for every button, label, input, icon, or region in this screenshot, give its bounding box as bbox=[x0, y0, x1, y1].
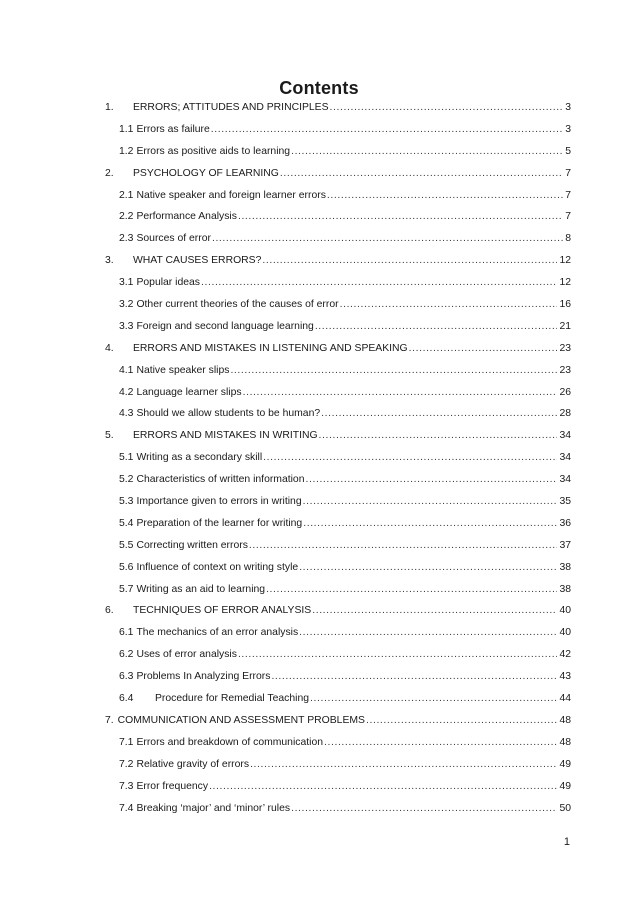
toc-entry-title: ERRORS; ATTITUDES AND PRINCIPLES bbox=[133, 102, 329, 113]
toc-entry[interactable] bbox=[105, 715, 571, 737]
toc-entry-number: 6.4 bbox=[119, 693, 134, 705]
toc-entry-number: 3. bbox=[105, 255, 114, 267]
toc-entry[interactable] bbox=[105, 649, 571, 671]
toc-entry-number: 4.1 bbox=[119, 364, 134, 376]
toc-entry-number: 4. bbox=[105, 342, 114, 354]
toc-entry-title: PSYCHOLOGY OF LEARNING bbox=[133, 167, 279, 179]
page-title: Contents bbox=[279, 78, 359, 98]
toc-dot-leader bbox=[340, 299, 558, 310]
toc-dot-leader bbox=[250, 759, 557, 770]
toc-entry[interactable] bbox=[105, 540, 571, 562]
toc-entry-title: WHAT CAUSES ERRORS? bbox=[133, 255, 262, 267]
toc-entry[interactable] bbox=[105, 693, 571, 715]
toc-entry-page: 23 bbox=[559, 364, 571, 376]
toc-entry-page: 49 bbox=[559, 758, 571, 770]
toc-entry-page: 26 bbox=[559, 386, 571, 398]
toc-dot-leader bbox=[266, 584, 557, 595]
toc-entry-number: 6.1 bbox=[119, 627, 134, 639]
toc-entry-number: 6.3 bbox=[119, 671, 134, 683]
toc-entry-title: The mechanics of an error analysis bbox=[136, 627, 299, 639]
toc-entry[interactable] bbox=[105, 584, 571, 606]
toc-entry[interactable] bbox=[105, 671, 571, 693]
toc-entry-title: Procedure for Remedial Teaching bbox=[155, 693, 310, 705]
toc-entry[interactable] bbox=[105, 146, 571, 168]
toc-entry-page: 16 bbox=[559, 299, 571, 311]
toc-entry-page: 34 bbox=[559, 430, 571, 442]
toc-entry-page: 7 bbox=[565, 167, 571, 179]
toc-entry-page: 38 bbox=[559, 561, 571, 573]
toc-dot-leader bbox=[303, 496, 558, 507]
toc-dot-leader bbox=[303, 518, 557, 529]
table-of-contents bbox=[105, 102, 571, 824]
toc-entry-title: Writing as an aid to learning bbox=[136, 583, 266, 595]
toc-entry[interactable] bbox=[105, 190, 571, 212]
toc-dot-leader bbox=[291, 146, 563, 157]
toc-entry-number: 1.2 bbox=[119, 145, 134, 157]
toc-entry-number: 5.4 bbox=[119, 517, 134, 529]
toc-entry[interactable] bbox=[105, 430, 571, 452]
toc-entry[interactable] bbox=[105, 759, 571, 781]
toc-entry-title: Writing as a secondary skill bbox=[136, 452, 263, 464]
toc-entry-page: 5 bbox=[565, 145, 571, 157]
toc-entry-title: Performance Analysis bbox=[136, 211, 237, 223]
toc-entry-number: 3.3 bbox=[119, 320, 134, 332]
toc-entry-page: 12 bbox=[559, 255, 571, 267]
toc-entry-number: 5.7 bbox=[119, 583, 134, 595]
toc-entry-title: Foreign and second language learning bbox=[136, 320, 314, 332]
toc-entry-number: 6.2 bbox=[119, 649, 134, 661]
toc-entry[interactable] bbox=[105, 277, 571, 299]
toc-entry-number: 5.3 bbox=[119, 496, 134, 508]
toc-entry[interactable] bbox=[105, 299, 571, 321]
toc-entry[interactable] bbox=[105, 496, 571, 518]
toc-entry-title: Native speaker slips bbox=[136, 364, 230, 376]
toc-entry-page: 28 bbox=[559, 408, 571, 420]
toc-dot-leader bbox=[312, 605, 557, 616]
toc-entry-title: Breaking ‘major’ and ‘minor’ rules bbox=[136, 802, 291, 814]
toc-dot-leader bbox=[299, 562, 557, 573]
toc-entry-number: 4.3 bbox=[119, 408, 134, 420]
toc-entry[interactable] bbox=[105, 562, 571, 584]
toc-entry-number: 6. bbox=[105, 605, 114, 617]
toc-entry[interactable] bbox=[105, 474, 571, 496]
toc-entry[interactable] bbox=[105, 803, 571, 825]
toc-entry-number: 2.2 bbox=[119, 211, 134, 223]
toc-entry[interactable] bbox=[105, 605, 571, 627]
toc-entry-number: 7.3 bbox=[119, 780, 134, 792]
toc-dot-leader bbox=[306, 474, 558, 485]
toc-entry-page: 36 bbox=[559, 517, 571, 529]
toc-entry-title: Native speaker and foreign learner errors bbox=[136, 189, 326, 201]
toc-dot-leader bbox=[327, 190, 563, 201]
toc-entry-title: Sources of error bbox=[136, 233, 211, 245]
toc-entry-page: 44 bbox=[559, 693, 571, 705]
toc-entry-title: Error frequency bbox=[136, 780, 209, 792]
toc-entry-page: 12 bbox=[559, 277, 571, 289]
toc-entry-page: 49 bbox=[559, 780, 571, 792]
toc-entry-number: 1.1 bbox=[119, 123, 134, 135]
toc-entry[interactable] bbox=[105, 781, 571, 803]
toc-dot-leader bbox=[330, 102, 564, 113]
toc-entry-title: Correcting written errors bbox=[136, 539, 248, 551]
toc-entry-page: 34 bbox=[559, 474, 571, 486]
toc-dot-leader bbox=[211, 124, 563, 135]
toc-entry-title: Popular ideas bbox=[136, 277, 200, 289]
toc-entry-number: 5.1 bbox=[119, 452, 134, 464]
toc-entry-page: 48 bbox=[559, 736, 571, 748]
toc-entry[interactable] bbox=[105, 321, 571, 343]
toc-dot-leader bbox=[280, 168, 563, 179]
toc-entry-number: 2.3 bbox=[119, 233, 134, 245]
toc-dot-leader bbox=[271, 671, 557, 682]
toc-dot-leader bbox=[310, 693, 557, 704]
toc-entry-page: 8 bbox=[565, 233, 571, 245]
toc-entry-number: 7.2 bbox=[119, 758, 134, 770]
toc-dot-leader bbox=[299, 627, 557, 638]
toc-dot-leader bbox=[243, 387, 558, 398]
toc-entry-page: 34 bbox=[559, 452, 571, 464]
toc-entry-page: 40 bbox=[559, 627, 571, 639]
toc-entry-title: Other current theories of the causes of error bbox=[136, 299, 339, 311]
toc-entry-page: 3 bbox=[565, 123, 571, 135]
toc-entry[interactable] bbox=[105, 737, 571, 759]
toc-entry[interactable] bbox=[105, 255, 571, 277]
toc-entry-title: Influence of context on writing style bbox=[136, 561, 299, 573]
toc-dot-leader bbox=[263, 452, 557, 463]
toc-entry-page: 37 bbox=[559, 539, 571, 551]
toc-entry-page: 50 bbox=[559, 802, 571, 814]
toc-entry[interactable] bbox=[105, 102, 571, 124]
toc-entry-number: 5. bbox=[105, 430, 114, 442]
toc-entry-number: 2.1 bbox=[119, 189, 134, 201]
toc-entry[interactable] bbox=[105, 452, 571, 474]
toc-dot-leader bbox=[212, 233, 563, 244]
toc-dot-leader bbox=[291, 803, 557, 814]
toc-entry-page: 23 bbox=[559, 342, 571, 354]
toc-dot-leader bbox=[319, 430, 558, 441]
toc-entry-number: 3.2 bbox=[119, 299, 134, 311]
toc-dot-leader bbox=[238, 211, 563, 222]
toc-entry-title: ERRORS AND MISTAKES IN WRITING bbox=[133, 430, 318, 442]
toc-dot-leader bbox=[262, 255, 557, 266]
toc-entry[interactable] bbox=[105, 233, 571, 255]
toc-entry-number: 4.2 bbox=[119, 386, 134, 398]
toc-entry-page: 3 bbox=[565, 102, 571, 113]
toc-entry-title: ERRORS AND MISTAKES IN LISTENING AND SPEAKING bbox=[133, 342, 408, 354]
toc-entry-title: TECHNIQUES OF ERROR ANALYSIS bbox=[133, 605, 312, 617]
toc-entry-title: Errors and breakdown of communication bbox=[136, 736, 323, 748]
toc-entry[interactable] bbox=[105, 211, 571, 233]
toc-entry-number: 1. bbox=[105, 102, 114, 113]
toc-entry-title: Importance given to errors in writing bbox=[136, 496, 302, 508]
toc-entry-number: 5.5 bbox=[119, 539, 134, 551]
toc-entry-title: Relative gravity of errors bbox=[136, 758, 250, 770]
toc-entry-page: 43 bbox=[559, 671, 571, 683]
toc-entry-page: 48 bbox=[559, 714, 571, 726]
toc-entry[interactable] bbox=[105, 518, 571, 540]
toc-dot-leader bbox=[209, 781, 557, 792]
toc-entry-page: 35 bbox=[559, 496, 571, 508]
toc-dot-leader bbox=[201, 277, 557, 288]
toc-dot-leader bbox=[230, 365, 557, 376]
toc-entry[interactable] bbox=[105, 365, 571, 387]
toc-entry[interactable] bbox=[105, 387, 571, 409]
toc-entry-title: Characteristics of written information bbox=[136, 474, 305, 486]
toc-entry-page: 40 bbox=[559, 605, 571, 617]
toc-entry-title: Preparation of the learner for writing bbox=[136, 517, 303, 529]
toc-entry-title: Errors as positive aids to learning bbox=[136, 145, 291, 157]
toc-entry-number: 2. bbox=[105, 167, 114, 179]
toc-entry-title: Should we allow students to be human? bbox=[136, 408, 321, 420]
toc-entry[interactable] bbox=[105, 627, 571, 649]
toc-dot-leader bbox=[409, 343, 558, 354]
toc-entry-number: 5.2 bbox=[119, 474, 134, 486]
toc-entry-title: Language learner slips bbox=[136, 386, 242, 398]
toc-entry-number: 7.1 bbox=[119, 736, 134, 748]
toc-entry-number: 7. bbox=[105, 714, 114, 726]
toc-dot-leader bbox=[249, 540, 558, 551]
toc-entry-page: 38 bbox=[559, 583, 571, 595]
toc-entry[interactable] bbox=[105, 124, 571, 146]
toc-entry-title: Problems In Analyzing Errors bbox=[136, 671, 271, 683]
toc-entry-number: 5.6 bbox=[119, 561, 134, 573]
toc-dot-leader bbox=[324, 737, 557, 748]
toc-entry-number: 3.1 bbox=[119, 277, 134, 289]
toc-dot-leader bbox=[321, 408, 557, 419]
toc-entry[interactable] bbox=[105, 343, 571, 365]
toc-entry-number: 7.4 bbox=[119, 802, 134, 814]
toc-entry-page: 7 bbox=[565, 189, 571, 201]
toc-entry-title: COMMUNICATION AND ASSESSMENT PROBLEMS bbox=[117, 714, 365, 726]
toc-entry-page: 42 bbox=[559, 649, 571, 661]
toc-entry-title: Uses of error analysis bbox=[136, 649, 237, 661]
toc-dot-leader bbox=[238, 649, 558, 660]
toc-entry-title: Errors as failure bbox=[136, 123, 210, 135]
toc-entry[interactable] bbox=[105, 168, 571, 190]
toc-entry-page: 21 bbox=[559, 320, 571, 332]
toc-dot-leader bbox=[315, 321, 558, 332]
toc-entry-page: 7 bbox=[565, 211, 571, 223]
toc-dot-leader bbox=[366, 715, 557, 726]
page-number: 1 bbox=[563, 836, 570, 848]
toc-entry[interactable] bbox=[105, 408, 571, 430]
